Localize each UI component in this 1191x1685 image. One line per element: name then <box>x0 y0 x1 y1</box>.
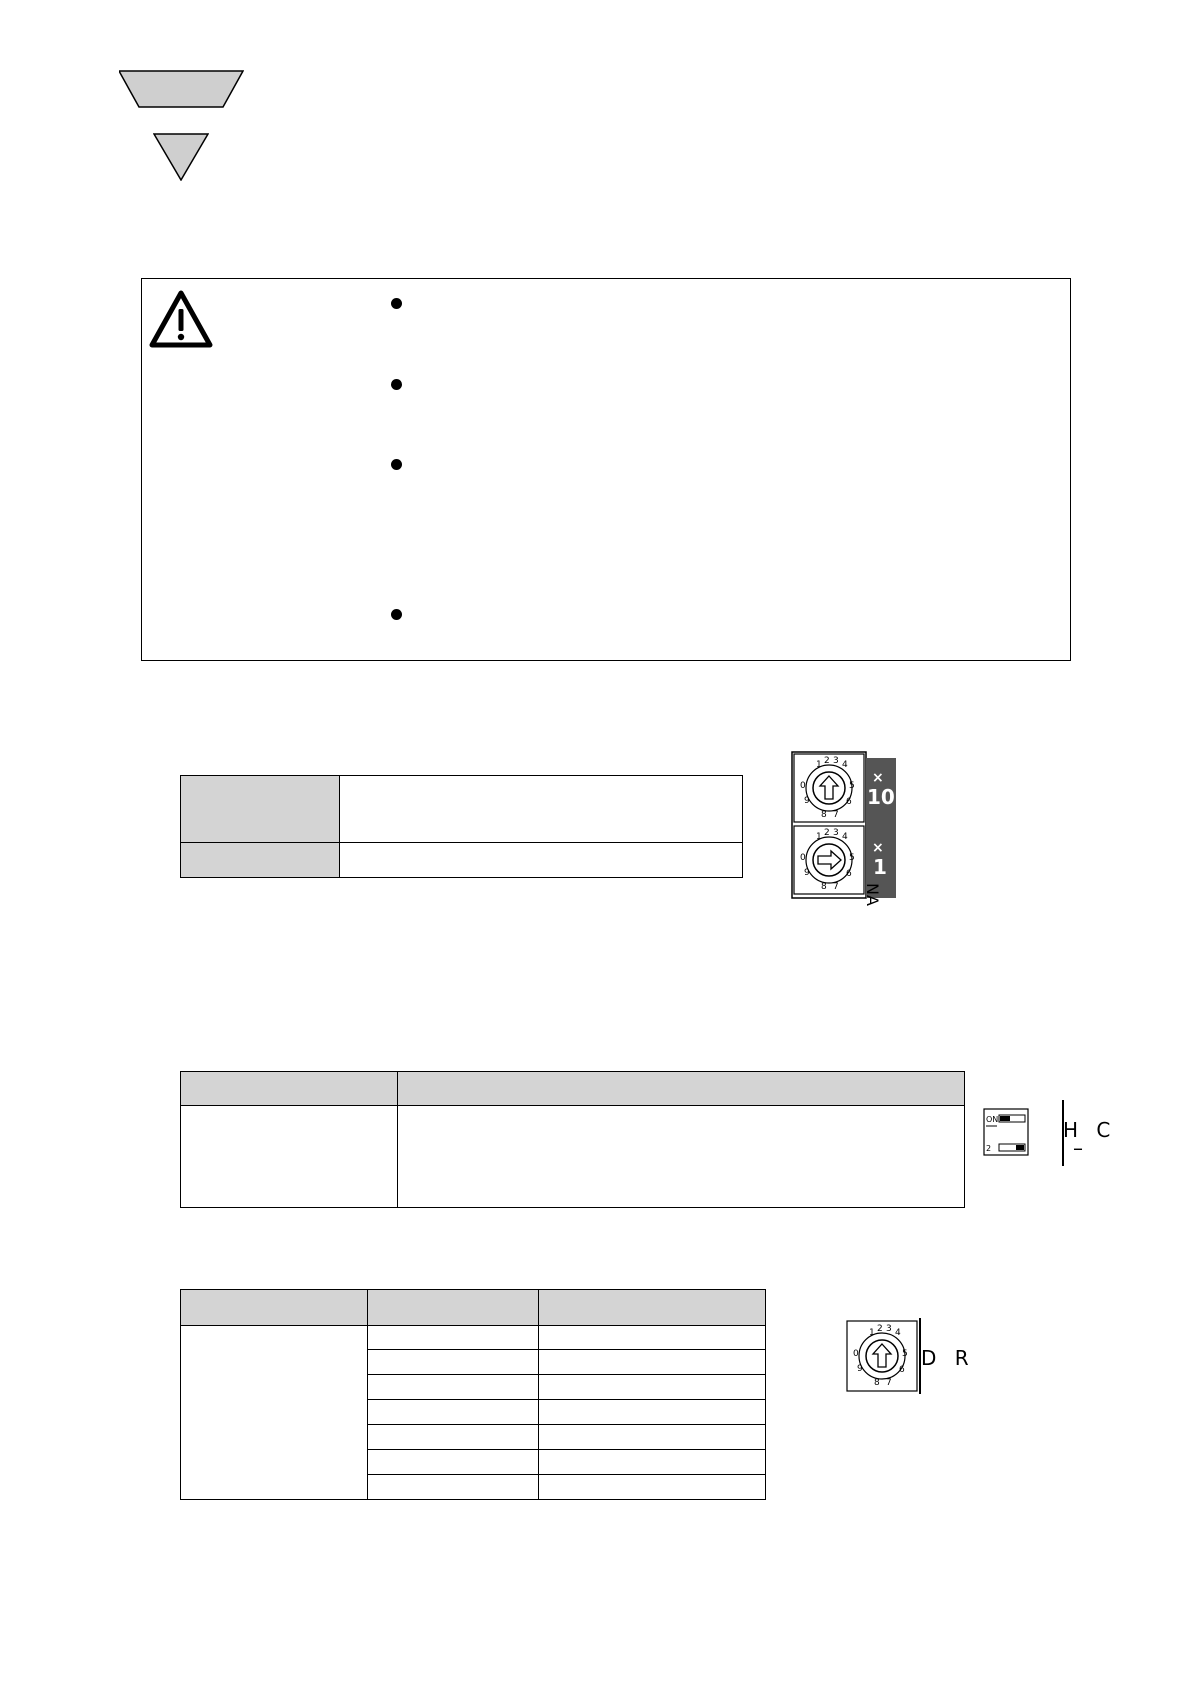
svg-text:2: 2 <box>986 1144 992 1153</box>
table3-cell <box>368 1400 539 1425</box>
hc-sub-label: – <box>1073 1136 1083 1160</box>
svg-text:8: 8 <box>821 810 827 820</box>
svg-text:1: 1 <box>816 760 822 770</box>
svg-text:8: 8 <box>874 1378 880 1388</box>
table1-label-cell <box>181 776 340 843</box>
svg-text:9: 9 <box>857 1364 863 1374</box>
table3-cell <box>539 1350 766 1375</box>
section-marker-triangle <box>153 133 209 181</box>
svg-text:2: 2 <box>877 1324 883 1334</box>
table2-body-cell <box>181 1106 398 1208</box>
table3-cell <box>368 1475 539 1500</box>
svg-text:5: 5 <box>849 781 855 791</box>
table3-header-cell <box>181 1290 368 1326</box>
warning-bullet <box>391 379 402 390</box>
hc-label: H C <box>1063 1118 1117 1142</box>
table3-cell <box>539 1400 766 1425</box>
table3-cell <box>539 1375 766 1400</box>
svg-text:2: 2 <box>824 828 830 838</box>
table1-label-cell <box>181 843 340 878</box>
svg-text:4: 4 <box>895 1328 901 1338</box>
table3-cell <box>539 1425 766 1450</box>
ratio-prefix-lower: × <box>872 840 884 856</box>
svg-text:3: 3 <box>886 1324 892 1334</box>
table3-cell <box>539 1475 766 1500</box>
rotary-switch-pair-illustration <box>790 748 905 906</box>
dr-label: D R <box>921 1346 975 1370</box>
rotary-setting-table <box>180 1289 766 1500</box>
warning-bullet <box>391 609 402 620</box>
table3-header-cell <box>368 1290 539 1326</box>
svg-text:ON: ON <box>986 1115 999 1124</box>
ratio-label-upper: 10 <box>867 785 895 809</box>
svg-text:3: 3 <box>833 756 839 766</box>
svg-text:6: 6 <box>846 797 852 807</box>
switch-side-label: NA <box>863 883 882 906</box>
rotary-address-table <box>180 775 743 878</box>
svg-text:2: 2 <box>824 756 830 766</box>
svg-text:0: 0 <box>853 1349 859 1359</box>
warning-bullet <box>391 459 402 470</box>
warning-box <box>141 278 1071 661</box>
svg-text:1: 1 <box>816 832 822 842</box>
svg-text:1: 1 <box>869 1328 875 1338</box>
ratio-label-lower: 1 <box>873 855 887 879</box>
svg-text:0: 0 <box>800 781 806 791</box>
table3-cell <box>368 1326 539 1350</box>
ratio-prefix-upper: × <box>872 770 884 786</box>
table3-cell <box>368 1375 539 1400</box>
svg-text:9: 9 <box>804 796 810 806</box>
dip-switch-table <box>180 1071 965 1208</box>
svg-text:9: 9 <box>804 868 810 878</box>
dip-switch-illustration <box>983 1108 1029 1156</box>
svg-text:5: 5 <box>849 853 855 863</box>
svg-text:7: 7 <box>886 1378 892 1388</box>
table3-cell <box>368 1350 539 1375</box>
section-banner-shape <box>119 70 244 108</box>
svg-text:4: 4 <box>842 760 848 770</box>
warning-triangle-icon <box>148 289 214 349</box>
svg-text:8: 8 <box>821 882 827 892</box>
svg-text:7: 7 <box>833 882 839 892</box>
svg-text:6: 6 <box>846 869 852 879</box>
table3-cell <box>539 1450 766 1475</box>
svg-text:4: 4 <box>842 832 848 842</box>
rotary-switch-illustration <box>845 1320 920 1392</box>
warning-bullet <box>391 298 402 309</box>
table2-body-cell <box>398 1106 965 1208</box>
table3-group-cell <box>181 1326 368 1500</box>
table3-cell <box>539 1326 766 1350</box>
svg-text:3: 3 <box>833 828 839 838</box>
svg-text:0: 0 <box>800 853 806 863</box>
table2-header-cell <box>398 1072 965 1106</box>
table2-header-cell <box>181 1072 398 1106</box>
table1-value-cell <box>340 776 743 843</box>
table3-header-cell <box>539 1290 766 1326</box>
svg-text:5: 5 <box>902 1349 908 1359</box>
svg-text:6: 6 <box>899 1365 905 1375</box>
table3-cell <box>368 1450 539 1475</box>
svg-text:7: 7 <box>833 810 839 820</box>
table1-value-cell <box>340 843 743 878</box>
table3-cell <box>368 1425 539 1450</box>
